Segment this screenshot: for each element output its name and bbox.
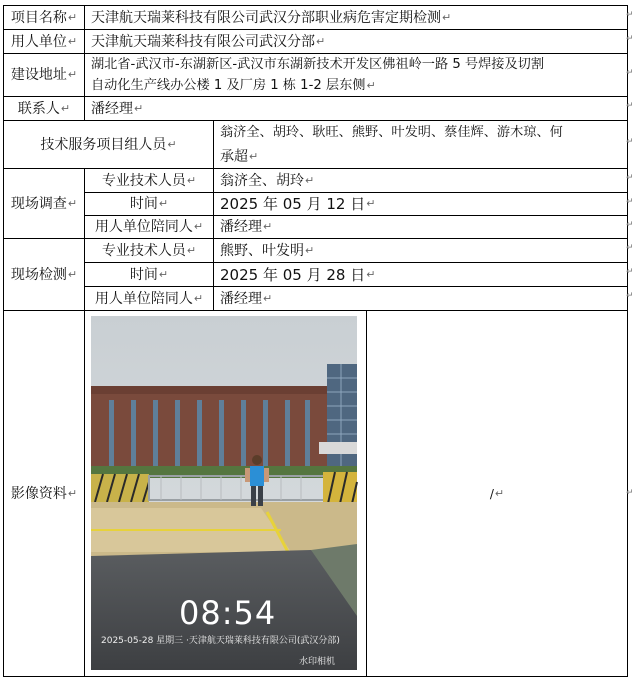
- row-end-mark: ↵: [626, 34, 634, 44]
- row-end-mark: ↵: [626, 243, 634, 253]
- row-end-mark: ↵: [626, 291, 634, 301]
- survey-label: 现场调查 ↵: [4, 169, 84, 238]
- testing-escort-value: 潘经理 ↵: [220, 287, 626, 310]
- employer-value: 天津航天瑞莱科技有限公司武汉分部 ↵: [91, 30, 621, 53]
- testing-time-value: 2025 年 05 月 28 日 ↵: [220, 263, 626, 286]
- rule: [213, 120, 214, 311]
- survey-time-label: 时间 ↵: [85, 193, 213, 215]
- row-end-mark: ↵: [626, 137, 634, 147]
- rule: [3, 676, 627, 677]
- images-second-cell: / ↵: [367, 311, 627, 676]
- team-label: 技术服务项目组人员 ↵: [4, 121, 213, 168]
- address-label: 建设地址 ↵: [4, 54, 84, 96]
- project-name-value: 天津航天瑞莱科技有限公司武汉分部职业病危害定期检测 ↵: [91, 6, 621, 29]
- row-end-mark: ↵: [626, 173, 634, 183]
- images-label: 影像资料 ↵: [4, 311, 84, 676]
- contact-label: 联系人 ↵: [4, 97, 84, 120]
- row-end-mark: ↵: [626, 10, 634, 20]
- contact-value: 潘经理 ↵: [91, 97, 621, 120]
- survey-time-value: 2025 年 05 月 12 日 ↵: [220, 193, 626, 215]
- survey-escort-label: 用人单位陪同人 ↵: [85, 216, 213, 238]
- address-line-2: 自动化生产线办公楼 1 及厂房 1 栋 1-2 层东侧 ↵: [91, 75, 625, 96]
- testing-label: 现场检测 ↵: [4, 239, 84, 310]
- testing-staff-value: 熊野、叶发明 ↵: [220, 239, 626, 262]
- survey-escort-value: 潘经理 ↵: [220, 216, 626, 238]
- site-photo: [91, 316, 357, 670]
- photo-app-watermark: 水印相机: [299, 657, 336, 667]
- row-end-mark: ↵: [626, 220, 634, 230]
- row-end-mark: ↵: [626, 101, 634, 111]
- row-end-mark: ↵: [626, 68, 634, 78]
- row-end-mark: ↵: [626, 488, 634, 498]
- team-line-1: 翁济全、胡玲、耿旺、熊野、叶发明、蔡佳辉、游木琼、何: [220, 124, 563, 140]
- team-line-2: 承超 ↵: [220, 145, 626, 168]
- row-end-mark: ↵: [626, 267, 634, 277]
- survey-staff-label: 专业技术人员 ↵: [85, 169, 213, 192]
- photo-date-stamp: 2025-05-28 星期三 ·天津航天瑞莱科技有限公司(武汉分部): [101, 636, 340, 646]
- testing-escort-label: 用人单位陪同人 ↵: [85, 287, 213, 310]
- testing-staff-label: 专业技术人员 ↵: [85, 239, 213, 262]
- rule: [84, 5, 85, 121]
- row-end-mark: ↵: [626, 197, 634, 207]
- testing-time-label: 时间 ↵: [85, 263, 213, 286]
- address-line-1: 湖北省-武汉市-东湖新区-武汉市东湖新技术开发区佛祖岭一路 5 号焊接及切割: [91, 56, 545, 72]
- photo-time-stamp: 08:54: [179, 594, 277, 632]
- employer-label: 用人单位 ↵: [4, 30, 84, 53]
- project-name-label: 项目名称 ↵: [4, 6, 84, 29]
- survey-staff-value: 翁济全、胡玲 ↵: [220, 169, 626, 192]
